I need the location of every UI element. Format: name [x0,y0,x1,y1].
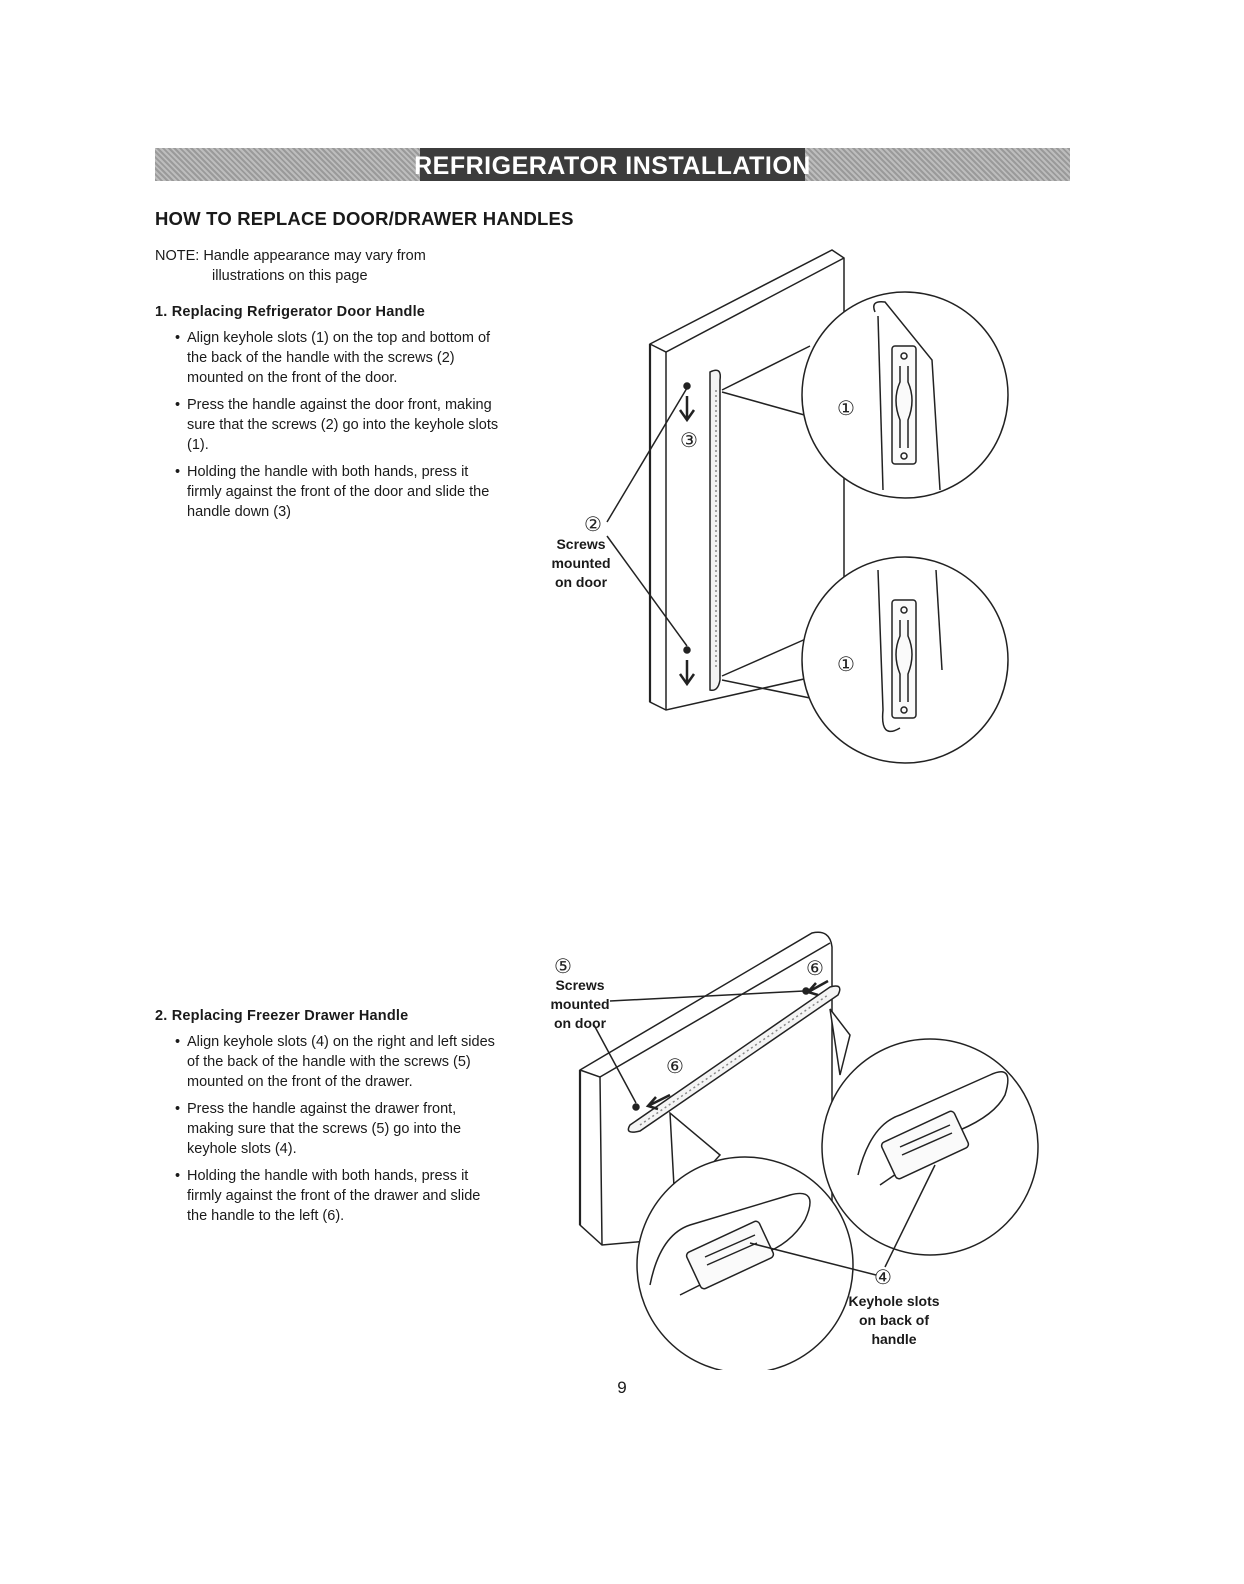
callout-6-left: ⑥ [666,1054,684,1078]
step-door-handle [155,302,500,529]
note-line-1: NOTE: Handle appearance may vary from [155,248,426,264]
callout-3: ③ [680,428,698,452]
screws-label-line: Screws [555,977,605,993]
screws-label-drawer [540,976,620,1033]
screws-label-line: on door [554,574,608,590]
step-drawer-handle [155,1006,500,1233]
callout-4: ④ [874,1265,892,1289]
keyhole-label [838,1292,950,1349]
bullet-list [155,328,500,522]
bullet-item: • Holding the handle with both hands, press it firmly against the front of the door and slide the handle down (3) [155,462,500,522]
keyhole-label-line: Keyhole slots [848,1293,940,1309]
screws-label-line: mounted [551,555,611,571]
screws-label-line: Screws [556,536,606,552]
section-title: HOW TO REPLACE DOOR/DRAWER HANDLES [155,208,574,229]
callout-2: ② [584,512,602,536]
bullet-item: • Align keyhole slots (1) on the top and bottom of the back of the handle with the screws (2) mounted on the front of the door. [155,328,500,388]
screws-label-line: mounted [550,996,610,1012]
bullet-item: • Press the handle against the drawer front, making sure that the screws (5) go into the keyhole slots (4). [155,1099,500,1159]
note [155,246,500,286]
bullet-item: • Align keyhole slots (4) on the right and left sides of the back of the handle with the screws (5) mounted on the front of the drawer. [155,1032,500,1092]
screws-label-line: on door [553,1015,607,1031]
step-title: 1. Replacing Refrigerator Door Handle [155,304,426,320]
door-handle-illustration [540,240,1020,770]
note-line-2: illustrations on this page [212,268,368,284]
callout-1-top: ① [837,396,855,420]
bullet-item: • Press the handle against the door front, making sure that the screws (2) go into the keyhole slots (1). [155,395,500,455]
callout-1-bottom: ① [837,652,855,676]
callout-6-right: ⑥ [806,956,824,980]
page-number: 9 [617,1378,627,1397]
callout-5: ⑤ [554,954,572,978]
keyhole-label-line: on back of [858,1312,929,1328]
banner-title: REFRIGERATOR INSTALLATION [414,152,811,180]
bullet-item: • Holding the handle with both hands, press it firmly against the front of the drawer and slide the handle to the left (6). [155,1166,500,1226]
screws-label [540,535,622,592]
step-title: 2. Replacing Freezer Drawer Handle [155,1008,409,1024]
bullet-list [155,1032,500,1226]
keyhole-label-line: handle [871,1331,917,1347]
header-banner [155,148,1070,181]
